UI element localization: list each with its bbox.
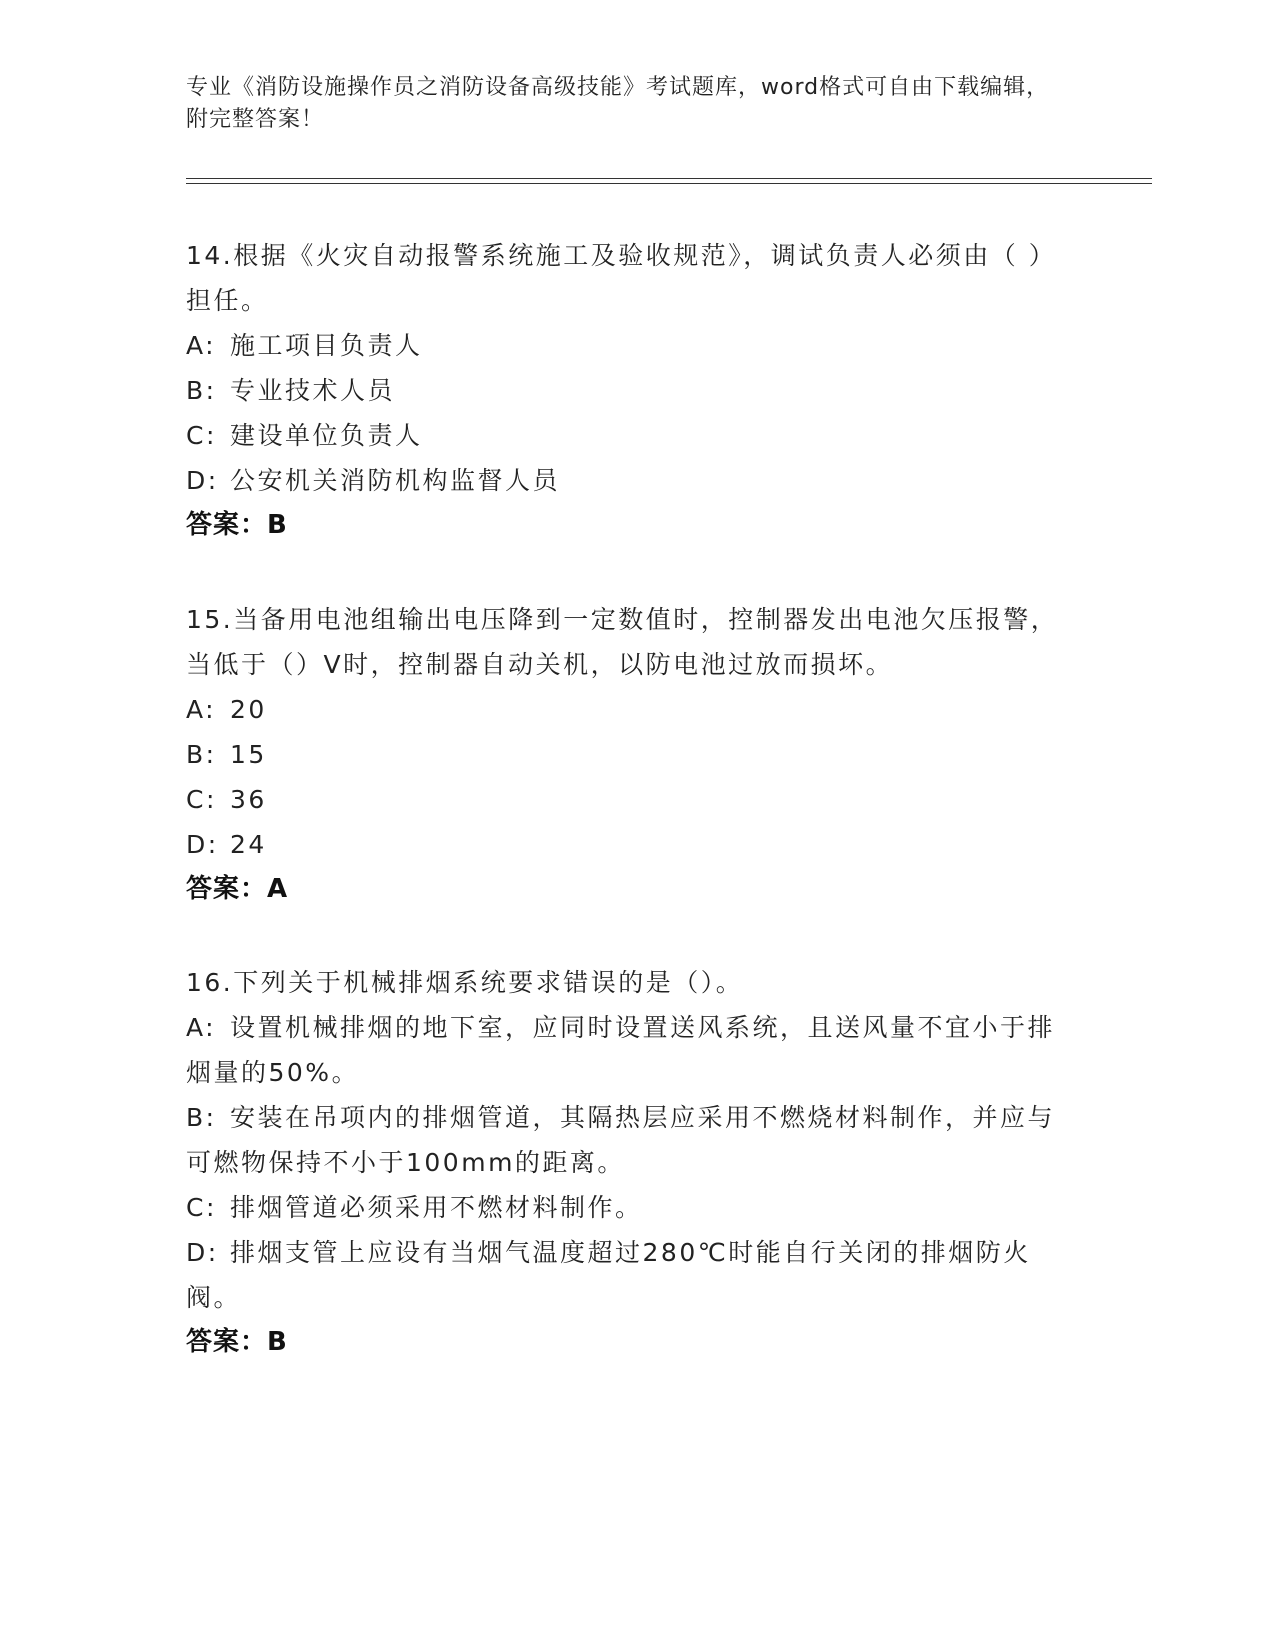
header-divider-top xyxy=(186,178,1152,179)
answer-label: 答案：A xyxy=(186,874,289,904)
question-stem: 16.下列关于机械排烟系统要求错误的是（）。 xyxy=(186,968,744,997)
option-letter: A: xyxy=(186,695,217,724)
option-c xyxy=(186,413,1076,458)
option-letter: D: xyxy=(186,466,219,495)
question-stem: 15.当备用电池组输出电压降到一定数值时，控制器发出电池欠压报警，当低于（）V时，控制器自动关机，以防电池过放而损坏。 xyxy=(186,605,1059,679)
option-a xyxy=(186,687,1076,732)
option-text: 公安机关消防机构监督人员 xyxy=(230,466,561,495)
question-15 xyxy=(186,597,1076,912)
option-letter: C: xyxy=(186,785,217,814)
question-16 xyxy=(186,960,1076,1365)
option-text: 专业技术人员 xyxy=(230,376,396,405)
option-b xyxy=(186,368,1076,413)
option-text: 20 xyxy=(230,695,267,724)
answer-label: 答案：B xyxy=(186,510,288,540)
option-d xyxy=(186,458,1076,503)
option-text: 安装在吊项内的排烟管道，其隔热层应采用不燃烧材料制作，并应与可燃物保持不小于100mm的距离。 xyxy=(186,1103,1056,1177)
answer-label: 答案：B xyxy=(186,1327,288,1357)
document-header: 专业《消防设施操作员之消防设备高级技能》考试题库，word格式可自由下载编辑，附完整答案！ xyxy=(186,75,1050,132)
option-text: 建设单位负责人 xyxy=(230,421,423,450)
option-a xyxy=(186,323,1076,368)
option-letter: A: xyxy=(186,1013,217,1042)
option-letter: D: xyxy=(186,1238,219,1267)
option-letter: B: xyxy=(186,1103,217,1132)
option-letter: B: xyxy=(186,376,217,405)
option-text: 15 xyxy=(230,740,267,769)
option-text: 36 xyxy=(230,785,267,814)
option-d xyxy=(186,1230,1076,1320)
option-text: 排烟管道必须采用不燃材料制作。 xyxy=(230,1193,643,1222)
option-letter: B: xyxy=(186,740,217,769)
option-a xyxy=(186,1005,1076,1095)
option-text: 设置机械排烟的地下室，应同时设置送风系统，且送风量不宜小于排烟量的50%。 xyxy=(186,1013,1056,1087)
option-d xyxy=(186,822,1076,867)
option-letter: D: xyxy=(186,830,219,859)
option-text: 排烟支管上应设有当烟气温度超过280℃时能自行关闭的排烟防火阀。 xyxy=(186,1238,1031,1312)
option-c xyxy=(186,1185,1076,1230)
option-letter: A: xyxy=(186,331,217,360)
option-text: 施工项目负责人 xyxy=(230,331,423,360)
option-b xyxy=(186,1095,1076,1185)
header-divider-bottom xyxy=(186,183,1152,184)
option-letter: C: xyxy=(186,1193,217,1222)
option-b xyxy=(186,732,1076,777)
option-letter: C: xyxy=(186,421,217,450)
option-c xyxy=(186,777,1076,822)
question-14 xyxy=(186,233,1076,548)
option-text: 24 xyxy=(230,830,267,859)
question-stem: 14.根据《火灾自动报警系统施工及验收规范》，调试负责人必须由（ ）担任。 xyxy=(186,241,1057,315)
